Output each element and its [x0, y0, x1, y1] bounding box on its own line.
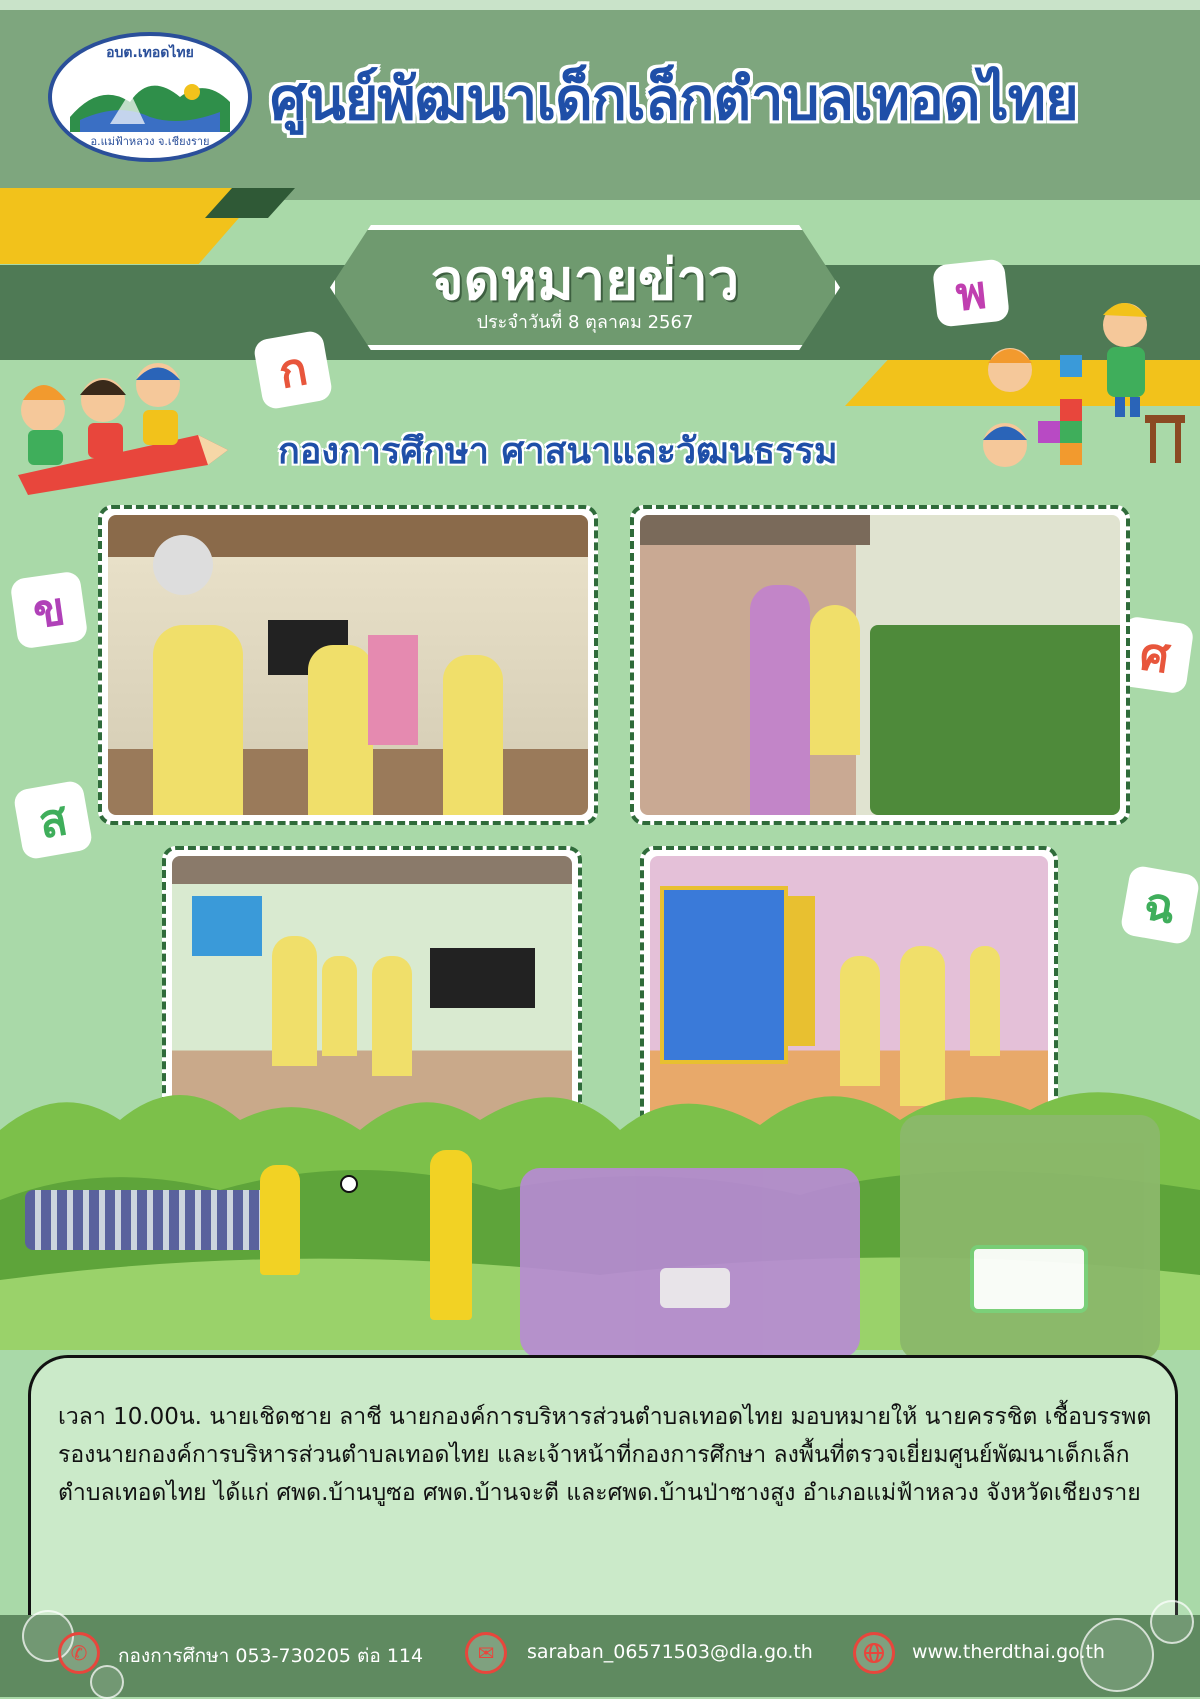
newsletter-title: จดหมายข่าว	[430, 248, 740, 313]
news-body-text: เวลา 10.00น. นายเชิดชาย ลาชี นายกองค์การบริหารส่วนตำบลเทอดไทย มอบหมายให้ นายครรชิต เชื้อบรรพต รองนายกองค์การบริหารส่วนตำบลเทอดไทย และเจ้าหน้าที่กองการศึกษา ลงพื้นที่ตรวจเยี่ยมศูนย์พัฒนาเด็กเล็กตำบลเทอดไทย ได้แก่ ศพด.บ้านบูซอ ศพด.บ้านจะตี และศพด.บ้านป่าซางสูง อำเภอแม่ฟ้าหลวง จังหวัดเชียงราย	[58, 1404, 1152, 1506]
children-table-activity-cutout	[900, 1115, 1160, 1360]
decor-letter-ko: ก	[252, 329, 333, 410]
decor-letter-so-sala: ศ	[1115, 615, 1194, 694]
children-science-activity-cutout	[520, 1168, 860, 1358]
children-line-cutout	[25, 1190, 275, 1260]
header-top-stripe	[0, 0, 1200, 10]
footer-phone: กองการศึกษา 053-730205 ต่อ 114	[118, 1645, 424, 1667]
photo-outdoor-garden-inspection	[630, 505, 1130, 825]
logo-bottom-text: อ.แม่ฟ้าหลวง จ.เชียงราย	[90, 135, 210, 148]
mail-icon: ✉	[465, 1632, 507, 1674]
phone-icon: ✆	[58, 1632, 100, 1674]
organization-logo	[48, 32, 252, 162]
kids-on-pencil-illustration	[8, 355, 238, 495]
decor-letter-pho: พ	[932, 258, 1010, 327]
teacher-with-ball-cutout	[430, 1150, 472, 1320]
photo-classroom-inspection-1	[98, 505, 598, 825]
soccer-ball-icon	[340, 1175, 358, 1193]
footer-email[interactable]: saraban_06571503@dla.go.th	[527, 1641, 813, 1663]
bottle-experiment	[660, 1268, 730, 1308]
decor-letter-kho: ข	[9, 570, 88, 649]
footer-website[interactable]: www.therdthai.go.th	[912, 1641, 1105, 1663]
page-title: ศูนย์พัฒนาเด็กเล็กตำบลเทอดไทย	[270, 65, 1078, 133]
kids-playing-blocks-illustration	[975, 295, 1190, 495]
decor-letter-so-suea: ส	[12, 779, 93, 860]
decor-letter-cho: ฉ	[1119, 864, 1200, 945]
bubble-decoration	[1150, 1600, 1194, 1644]
newsletter-banner-content	[330, 225, 840, 350]
teacher-yellow-cutout	[260, 1165, 300, 1275]
department-heading: กองการศึกษา ศาสนาและวัฒนธรรม	[278, 431, 838, 472]
logo-top-text: อบต.เทอดไทย	[106, 45, 194, 61]
globe-icon	[853, 1632, 895, 1674]
logo-emblem-icon	[70, 62, 230, 132]
newsletter-date: ประจำวันที่ 8 ตุลาคม 2567	[476, 312, 694, 333]
